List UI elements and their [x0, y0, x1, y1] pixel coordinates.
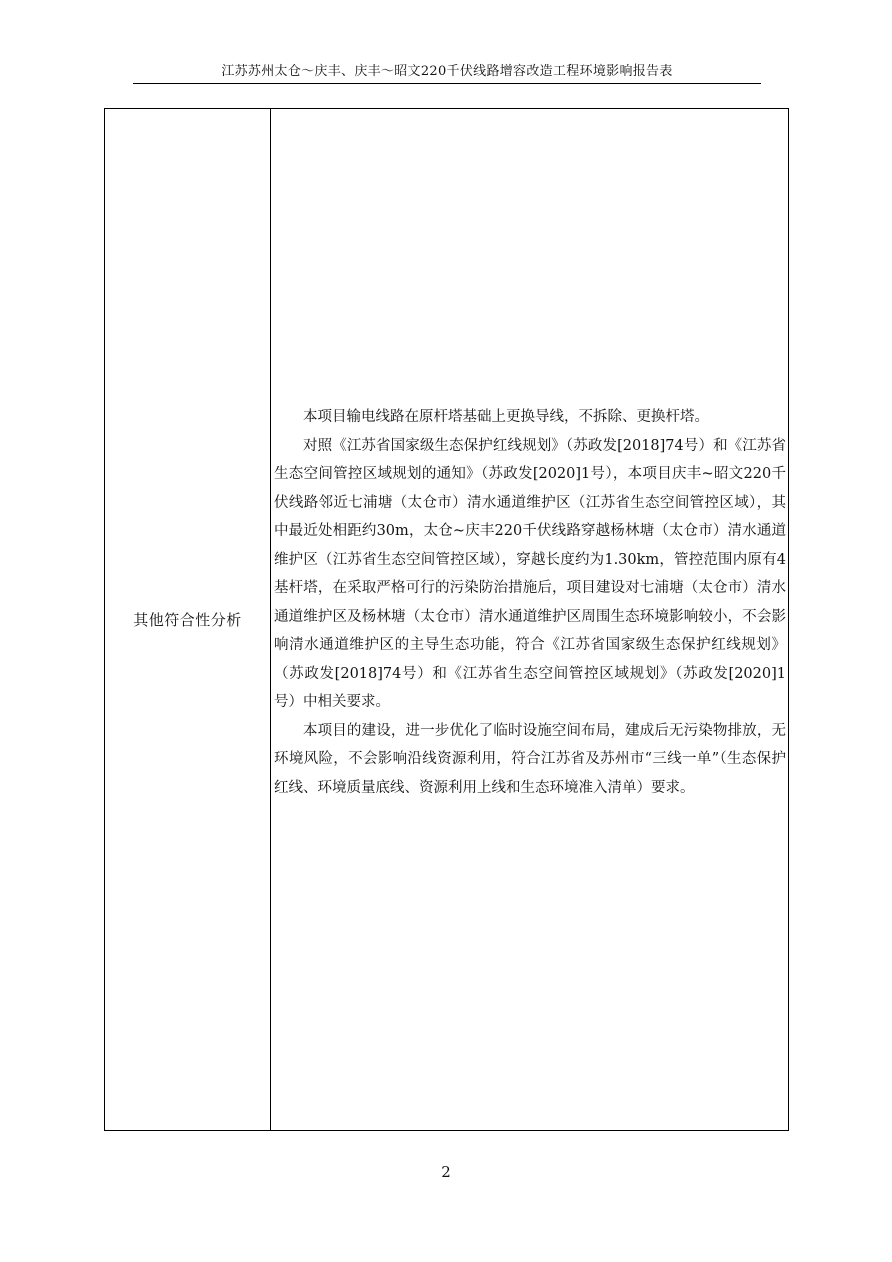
analysis-text [271, 403, 788, 802]
paragraph-1: 本项目输电线路在原杆塔基础上更换导线，不拆除、更换杆塔。 [303, 409, 709, 425]
header-divider [133, 83, 761, 84]
page-header-title: 江苏苏州太仓～庆丰、庆丰～昭文220千伏线路增容改造工程环境影响报告表 [221, 64, 673, 79]
row-content-cell [271, 109, 788, 1130]
page-number: 2 [441, 1163, 451, 1181]
paragraph-3: 本项目的建设，进一步优化了临时设施空间布局，建成后无污染物排放，无环境风险，不会影响沿线资源利用，符合江苏省及苏州市“三线一单”（生态保护红线、环境质量底线、资源利用上线和生态环境准入清单）要求。 [274, 722, 786, 796]
row-label: 其他符合性分析 [133, 611, 242, 629]
report-table [104, 108, 789, 1131]
row-label-cell [105, 109, 271, 1130]
paragraph-2: 对照《江苏省国家级生态保护红线规划》（苏政发[2018]74号）和《江苏省生态空间管控区域规划的通知》（苏政发[2020]1号），本项目庆丰~昭文220千伏线路邻近七浦塘（太仓市）清水通道维护区（江苏省生态空间管控区域），其中最近处相距约30m，太仓~庆丰220千伏线路穿越杨林塘（太仓市）清水通道维护区（江苏省生态空间管控区域），穿越长度约为1.30km，管控范围内原有4基杆塔，在采取严格可行的污染防治措施后，项目建设对七浦塘（太仓市）清水通道维护区及杨林塘（太仓市）清水通道维护区周围生态环境影响较小，不会影响清水通道维护区的主导生态功能，符合《江苏省国家级生态保护红线规划》（苏政发[2018]74号）和《江苏省生态空间管控区域规划》（苏政发[2020]1号）中相关要求。 [274, 437, 786, 710]
